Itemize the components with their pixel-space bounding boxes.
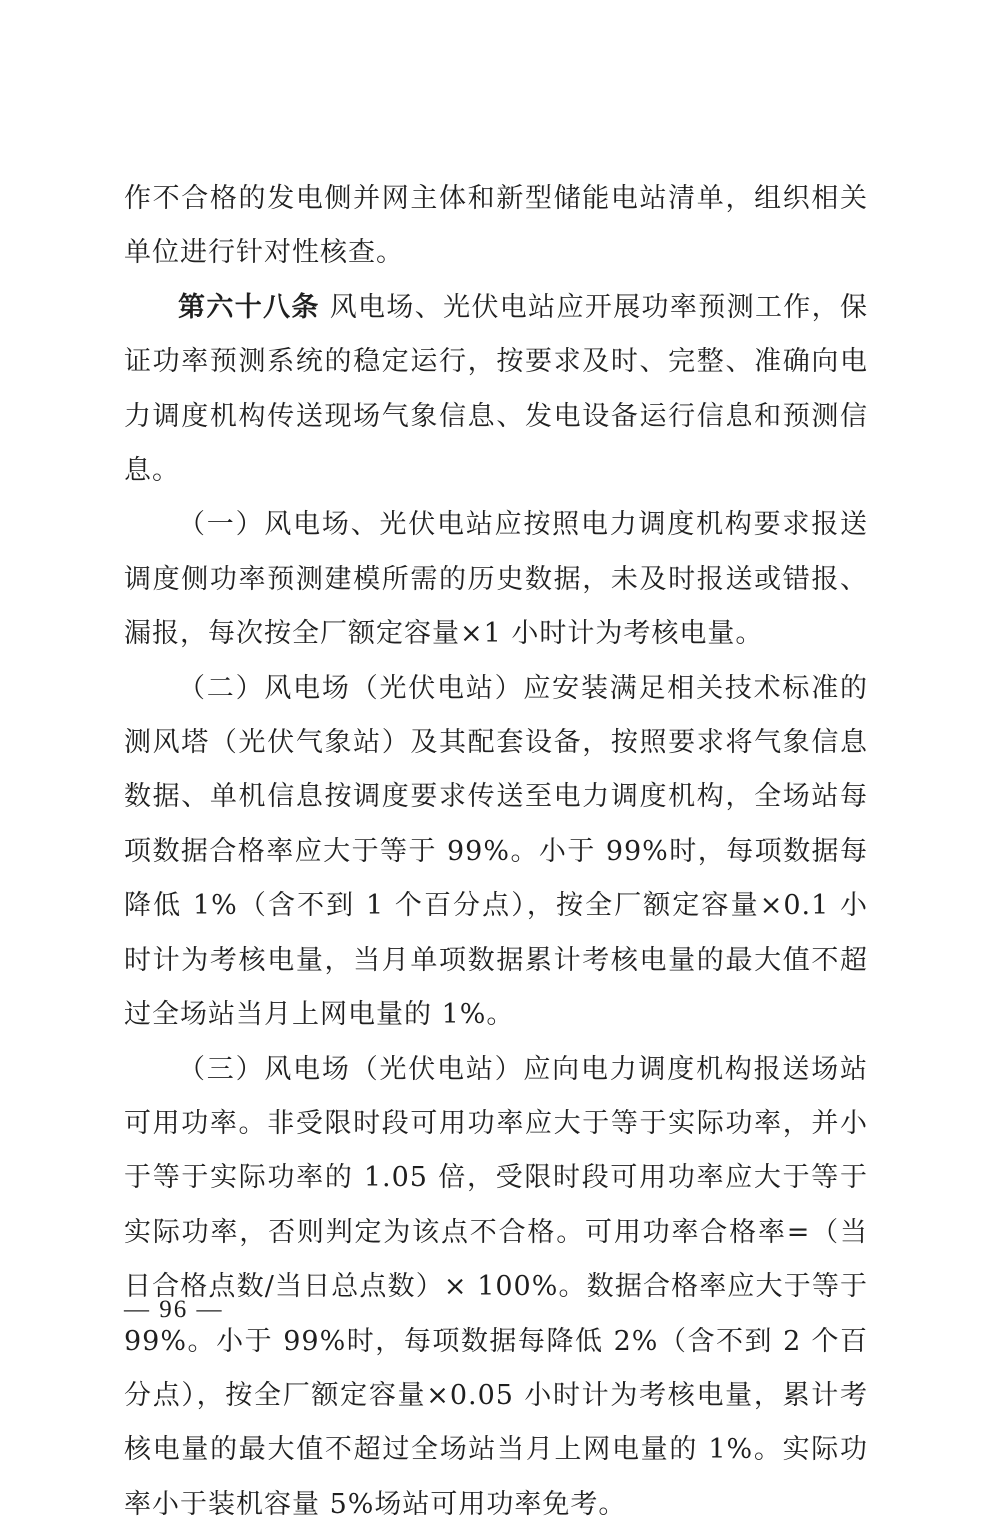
body-text xyxy=(124,172,868,1532)
article-68-paragraph xyxy=(124,281,868,499)
clause-1-paragraph: （一）风电场、光伏电站应按照电力调度机构要求报送调度侧功率预测建模所需的历史数据，未及时报送或错报、漏报，每次按全厂额定容量×1 小时计为考核电量。 xyxy=(124,498,868,661)
article-label: 第六十八条 xyxy=(178,292,320,323)
clause-3-paragraph: （三）风电场（光伏电站）应向电力调度机构报送场站可用功率。非受限时段可用功率应大于等于实际功率，并小于等于实际功率的 1.05 倍，受限时段可用功率应大于等于实际功率，否则判定为该点不合格。可用功率合格率=（当日合格点数/当日总点数）× 100%。数据合格率应大于等于 99%。小于 99%时，每项数据每降低 2%（含不到 2 个百分点），按全厂额定容量×0.05 小时计为考核电量，累计考核电量的最大值不超过全场站当月上网电量的 1%。实际功率小于装机容量 5%场站可用功率免考。 xyxy=(124,1043,868,1532)
page-number: — 96 — xyxy=(124,1296,224,1324)
clause-2-paragraph: （二）风电场（光伏电站）应安装满足相关技术标准的测风塔（光伏气象站）及其配套设备，按照要求将气象信息数据、单机信息按调度要求传送至电力调度机构，全场站每项数据合格率应大于等于 99%。小于 99%时，每项数据每降低 1%（含不到 1 个百分点），按全厂额定容量×0.1 小时计为考核电量，当月单项数据累计考核电量的最大值不超过全场站当月上网电量的 1%。 xyxy=(124,662,868,1043)
article-text: 风电场、光伏电站应开展功率预测工作，保证功率预测系统的稳定运行，按要求及时、完整、准确向电力调度机构传送现场气象信息、发电设备运行信息和预测信息。 xyxy=(124,292,868,486)
continuation-paragraph: 作不合格的发电侧并网主体和新型储能电站清单，组织相关单位进行针对性核查。 xyxy=(124,172,868,281)
